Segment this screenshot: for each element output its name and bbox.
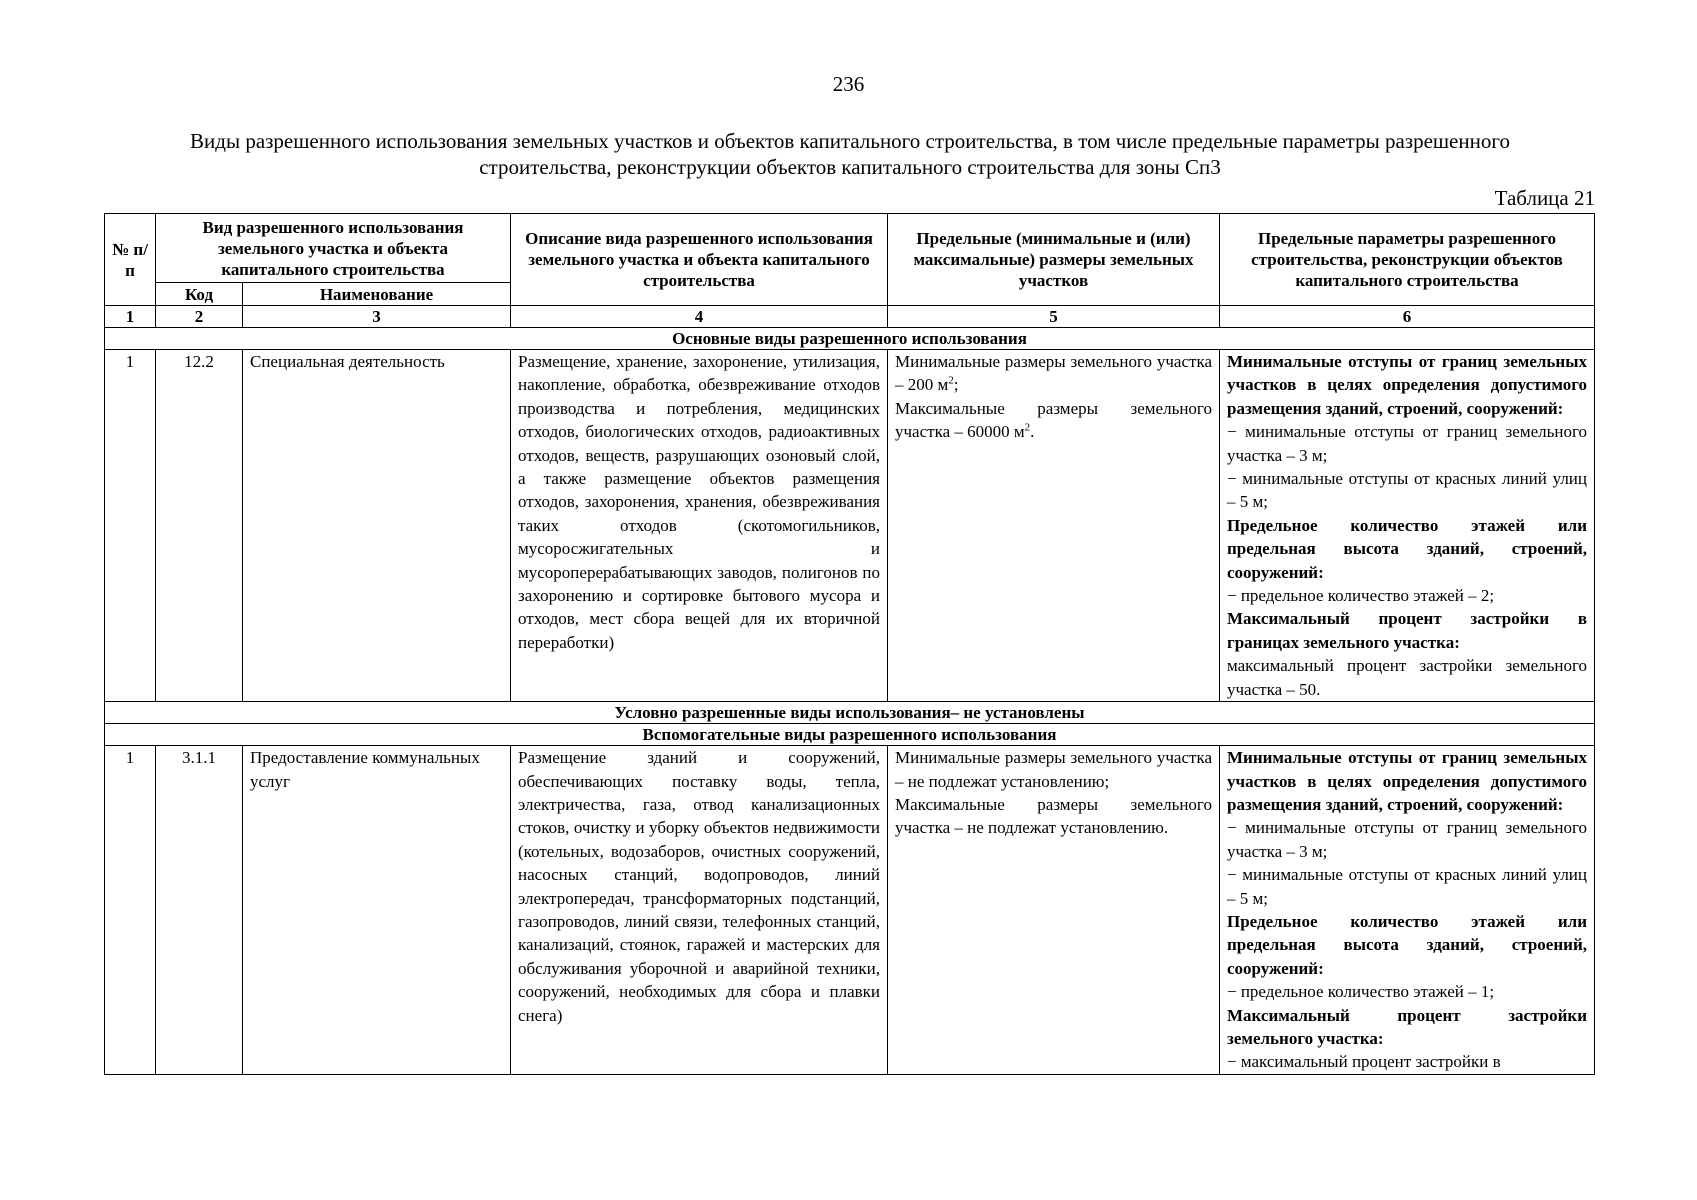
header-params: Предельные параметры разрешенного строительства, реконструкции объектов капитального строительства [1220, 214, 1595, 306]
header-sizes: Предельные (минимальные и (или) максимальные) размеры земельных участков [888, 214, 1220, 306]
row-sizes [888, 746, 1220, 1075]
params-line: − минимальные отступы от границ земельного участка – 3 м; [1227, 422, 1587, 465]
row-params [1220, 746, 1595, 1075]
params-line: максимальный процент застройки земельного участка – 50. [1227, 656, 1587, 699]
row-code: 3.1.1 [156, 746, 243, 1075]
params-line: − минимальные отступы от красных линий улиц – 5 м; [1227, 865, 1587, 908]
section-conditional: Условно разрешенные виды использования– не установлены [105, 702, 1595, 724]
params-heading: Минимальные отступы от границ земельных участков в целях определения допустимого размещения зданий, строений, сооружений: [1227, 352, 1587, 418]
params-line: − предельное количество этажей – 2; [1227, 586, 1495, 606]
params-heading: Минимальные отступы от границ земельных участков в целях определения допустимого размещения зданий, строений, сооружений: [1227, 748, 1587, 814]
row-description: Размещение зданий и сооружений, обеспечивающих поставку воды, тепла, электричества, газа, отвод канализационных стоков, очистку и уборку объектов недвижимости (котельных, водозаборов, очистных сооружений, насосных станций, водопроводов, линий электропередач, трансформаторных подстанций, газопроводов, линий связи, телефонных станций, канализаций, стоянок, гаражей и мастерских для обслуживания уборочной и аварийной техники, сооружений, необходимых для сбора и плавки снега) [511, 746, 888, 1075]
size-max: Максимальные размеры земельного участка – 60000 $м^2$. [895, 398, 1212, 442]
column-number: 2 [156, 306, 243, 328]
header-name: Наименование [243, 283, 511, 306]
document-title: Виды разрешенного использования земельных участков и объектов капитального строительства, в том числе предельные параметры разрешенного строительства, реконструкции объектов капитального строительства для зоны Сп3 [190, 129, 1510, 179]
size-min: Минимальные размеры земельного участка – 200 $м^2$; [895, 352, 1212, 395]
column-number: 4 [511, 306, 888, 328]
header-vid: Вид разрешенного использования земельного участка и объекта капитального строительства [156, 214, 511, 283]
params-line: − максимальный процент застройки в [1227, 1052, 1501, 1072]
superscript: 2 [1024, 421, 1031, 434]
column-number: 1 [105, 306, 156, 328]
params-heading: Предельное количество этажей или предельная высота зданий, строений, сооружений: [1227, 911, 1587, 978]
row-description: Размещение, хранение, захоронение, утилизация, накопление, обработка, обезвреживание отходов производства и потребления, медицинских отходов, биологических отходов, радиоактивных отходов, веществ, разрушающих озоновый слой, а также размещение объектов размещения отходов, захоронения, хранения, обезвреживания таких отходов (скотомогильников, мусоросжигательных и мусороперерабатывающих заводов, полигонов по захоронению и сортировке бытового мусора и отходов, мест сбора вещей для их вторичной переработки) [511, 350, 888, 702]
header-code: Код [156, 283, 243, 306]
row-num: 1 [105, 746, 156, 1075]
zoning-table [104, 213, 1595, 1075]
params-line: − предельное количество этажей – 1; [1227, 982, 1495, 1002]
column-number: 5 [888, 306, 1220, 328]
column-number: 6 [1220, 306, 1595, 328]
row-code: 12.2 [156, 350, 243, 702]
row-name: Специальная деятельность [243, 350, 511, 702]
row-num: 1 [105, 350, 156, 702]
row-sizes [888, 350, 1220, 702]
header-num: № п/п [105, 214, 156, 306]
column-number: 3 [243, 306, 511, 328]
params-heading: Максимальный процент застройки в границах земельного участка: [1227, 609, 1587, 652]
params-line: − минимальные отступы от красных линий улиц – 5 м; [1227, 469, 1587, 512]
params-heading: Предельное количество этажей или предельная высота зданий, строений, сооружений: [1227, 515, 1587, 582]
params-heading: Максимальный процент застройки земельного участка: [1227, 1005, 1587, 1048]
header-description: Описание вида разрешенного использования земельного участка и объекта капитального строительства [511, 214, 888, 306]
section-main: Основные виды разрешенного использования [105, 328, 1595, 350]
size-min: Минимальные размеры земельного участка – не подлежат установлению; [895, 748, 1212, 791]
row-name: Предоставление коммунальных услуг [243, 746, 511, 1075]
section-auxiliary: Вспомогательные виды разрешенного использования [105, 724, 1595, 746]
page-number: 236 [832, 72, 865, 96]
superscript: 2 [948, 374, 954, 387]
table-row [105, 746, 1595, 1075]
table-row [105, 350, 1595, 702]
row-params [1220, 350, 1595, 702]
table-label: Таблица 21 [1494, 186, 1595, 210]
size-max: Максимальные размеры земельного участка – не подлежат установлению. [895, 794, 1212, 838]
params-line: − минимальные отступы от границ земельного участка – 3 м; [1227, 818, 1587, 861]
